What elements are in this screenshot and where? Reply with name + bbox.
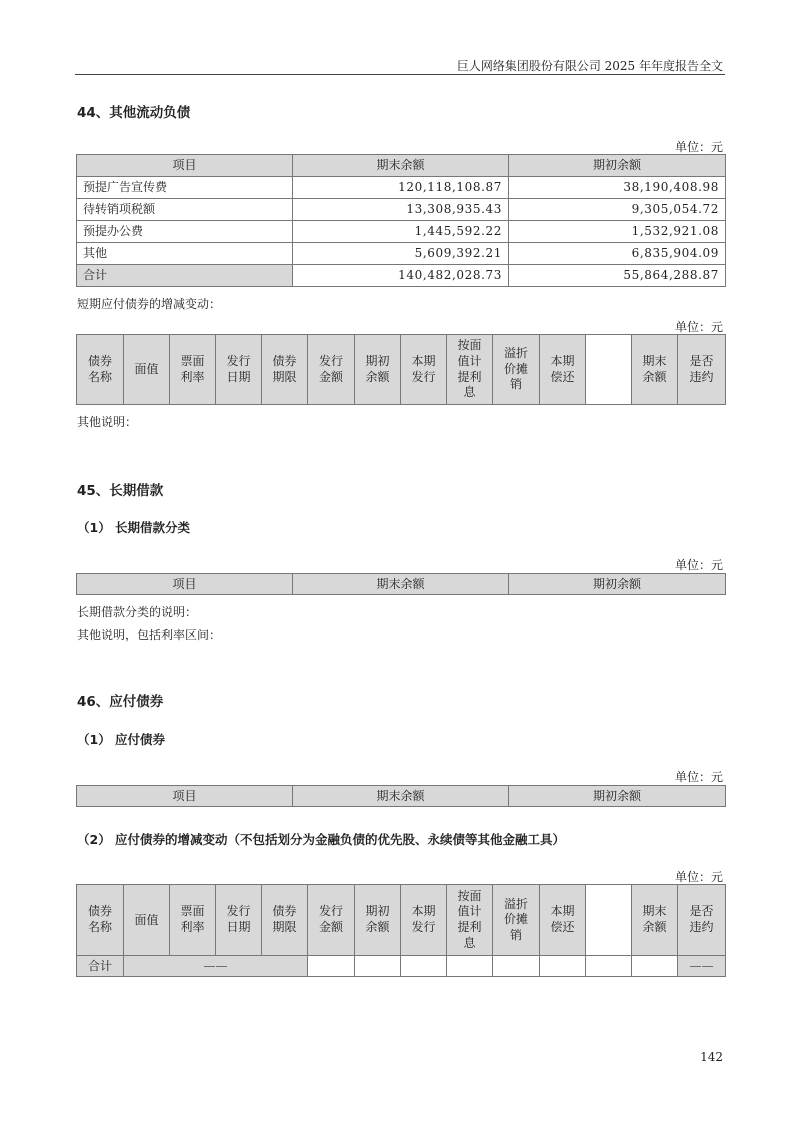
row-end-balance: 5,609,392.21 [293,243,509,265]
other-current-liabilities-table [76,154,726,287]
total-cell [586,956,632,977]
col-bond-term: 债券 期限 [262,885,308,956]
long-term-loan-table [76,573,726,595]
header-rule [75,74,725,75]
table-row [77,199,726,221]
row-end-balance: 1,445,592.22 [293,221,509,243]
col-header-end-balance: 期末余额 [293,574,509,595]
bonds-payable-change-table [76,884,726,977]
col-bond-name: 债券 名称 [77,335,124,405]
col-premium-amortization: 溢折 价摊 销 [493,885,540,956]
table-row [77,177,726,199]
col-header-begin-balance: 期初余额 [509,574,726,595]
col-end-balance: 期末 余额 [632,885,678,956]
col-issue-amount: 发行 金额 [308,335,355,405]
row-end-balance: 13,308,935.43 [293,199,509,221]
table-header-row [77,155,726,177]
col-default: 是否 违约 [678,335,726,405]
row-end-balance: 120,118,108.87 [293,177,509,199]
col-accrued-interest: 按面 值计 提利 息 [447,885,493,956]
col-face-value: 面值 [124,885,170,956]
row-begin-balance: 9,305,054.72 [509,199,726,221]
table-header-row [77,786,726,807]
total-default-dash: —— [678,956,726,977]
total-cell [308,956,355,977]
section-46-unit-1: 单位：元 [674,770,723,784]
row-begin-balance: 1,532,921.08 [509,221,726,243]
section-46-unit-2: 单位：元 [674,870,723,884]
col-current-issue: 本期 发行 [401,335,447,405]
running-header: 巨人网络集团股份有限公司 2025 年年度报告全文 [456,59,723,73]
col-coupon-rate: 票面 利率 [170,335,216,405]
section-45-title: 45、长期借款 [77,483,164,499]
section-46-subtitle-1: （1） 应付债券 [77,732,166,747]
section-46-title: 46、应付债券 [77,694,164,710]
row-item: 预提办公费 [77,221,293,243]
col-issue-date: 发行 日期 [216,335,262,405]
total-dash-cell: —— [124,956,308,977]
short-term-bond-unit: 单位：元 [674,320,723,334]
page-number: 142 [700,1050,723,1064]
long-term-loan-note: 长期借款分类的说明： [77,605,198,619]
col-current-repayment: 本期 偿还 [540,335,586,405]
total-cell [401,956,447,977]
col-issue-date: 发行 日期 [216,885,262,956]
section-45-subtitle: （1） 长期借款分类 [77,520,191,535]
row-item: 其他 [77,243,293,265]
col-blank [586,885,632,956]
col-header-begin-balance: 期初余额 [509,786,726,807]
col-begin-balance: 期初 余额 [355,885,401,956]
table-row [77,221,726,243]
total-cell [355,956,401,977]
row-begin-balance: 38,190,408.98 [509,177,726,199]
col-face-value: 面值 [124,335,170,405]
col-header-item: 项目 [77,574,293,595]
col-bond-term: 债券 期限 [262,335,308,405]
total-cell [540,956,586,977]
table-total-row [77,265,726,287]
bond-header-row [77,885,726,956]
total-label: 合计 [77,265,293,287]
long-term-loan-rate-note: 其他说明，包括利率区间： [77,628,222,642]
total-cell [493,956,540,977]
table-row [77,243,726,265]
total-cell [447,956,493,977]
short-term-bond-caption: 短期应付债券的增减变动： [77,297,222,311]
col-issue-amount: 发行 金额 [308,885,355,956]
col-accrued-interest: 按面 值计 提利 息 [447,335,493,405]
row-item: 预提广告宣传费 [77,177,293,199]
row-begin-balance: 6,835,904.09 [509,243,726,265]
total-end-balance: 140,482,028.73 [293,265,509,287]
col-premium-amortization: 溢折 价摊 销 [493,335,540,405]
col-default: 是否 违约 [678,885,726,956]
total-begin-balance: 55,864,288.87 [509,265,726,287]
section-44-title: 44、其他流动负债 [77,105,191,121]
col-header-end-balance: 期末余额 [293,155,509,177]
col-header-end-balance: 期末余额 [293,786,509,807]
bonds-payable-table [76,785,726,807]
total-label: 合计 [77,956,124,977]
bond-total-row [77,956,726,977]
total-cell [632,956,678,977]
col-begin-balance: 期初 余额 [355,335,401,405]
col-bond-name: 债券 名称 [77,885,124,956]
section-45-unit: 单位：元 [674,558,723,572]
col-end-balance: 期末 余额 [632,335,678,405]
col-current-repayment: 本期 偿还 [540,885,586,956]
col-header-item: 项目 [77,786,293,807]
row-item: 待转销项税额 [77,199,293,221]
bond-header-row [77,335,726,405]
col-header-item: 项目 [77,155,293,177]
col-blank [586,335,632,405]
col-coupon-rate: 票面 利率 [170,885,216,956]
section-44-other-note: 其他说明： [77,415,138,429]
col-current-issue: 本期 发行 [401,885,447,956]
table-header-row [77,574,726,595]
col-header-begin-balance: 期初余额 [509,155,726,177]
short-term-bond-table [76,334,726,405]
section-44-unit: 单位：元 [674,140,723,154]
section-46-subtitle-2: （2） 应付债券的增减变动（不包括划分为金融负债的优先股、永续债等其他金融工具） [77,832,566,847]
